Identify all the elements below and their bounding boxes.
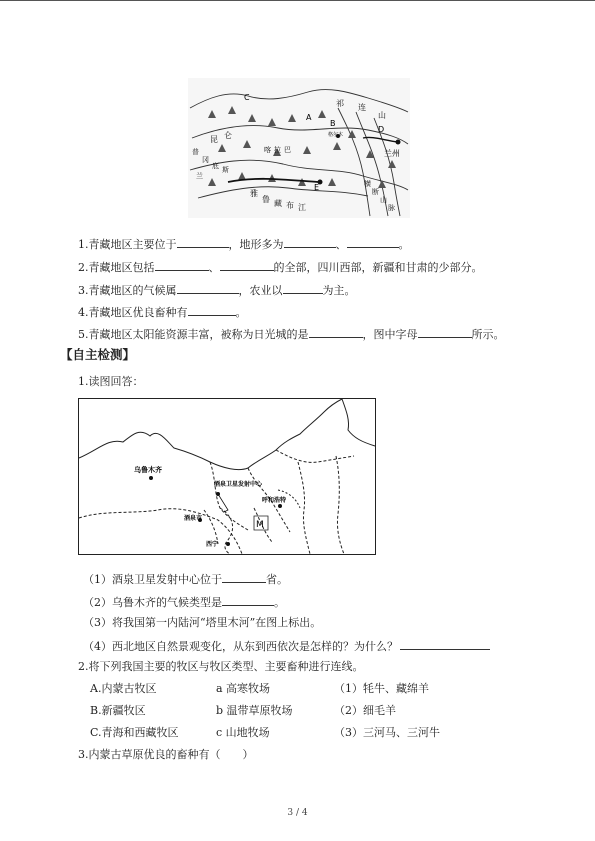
question-1-1: 1.青藏地区主要位于 ，地形多为 、 。 (78, 238, 410, 251)
northwest-china-map (78, 398, 376, 555)
answer-blank[interactable] (155, 259, 209, 271)
q2-row-1-col-3[interactable]: （1）牦牛、藏绵羊 (334, 682, 429, 695)
answer-blank[interactable] (188, 304, 236, 316)
q2-row-2-col-1[interactable]: B.新疆牧区 (90, 704, 146, 717)
map1-label: 连 (358, 103, 366, 112)
q2-row-1-col-2[interactable]: a 高寒牧场 (216, 682, 271, 695)
map1-label: 山 (378, 111, 386, 120)
q2-row-2-col-2[interactable]: b 温带草原牧场 (216, 704, 293, 717)
map1-label: 冈 (202, 156, 209, 164)
map1-letter-e: E (314, 183, 320, 192)
map1-label-geermu: 格尔木 (328, 132, 344, 138)
map2-label-jiuquan-city: 酒泉市 (184, 515, 203, 522)
answer-blank[interactable] (177, 282, 239, 294)
map1-label: 拉 (274, 146, 281, 154)
q2-row-3-col-1[interactable]: C.青海和西藏牧区 (90, 726, 179, 739)
map1-label: 仑 (224, 131, 232, 140)
map1-label: 山 (380, 196, 387, 204)
map1-letter-c: C (244, 93, 250, 102)
answer-blank[interactable] (222, 571, 266, 583)
map1-label: 普 (192, 148, 199, 156)
map1-letter-b: B (330, 119, 336, 128)
sub-question-2: （2）乌鲁木齐的气候类型是 。 (83, 596, 285, 609)
map1-label-lanzhou: 兰州 (384, 149, 400, 158)
qinghai-tibet-map (188, 78, 410, 218)
map1-label: 巴 (284, 146, 291, 154)
map1-label: 断 (372, 188, 379, 196)
q2-row-2-col-3[interactable]: （2）细毛羊 (334, 704, 396, 717)
question-read-map: 1.读图回答： (78, 375, 144, 388)
question-3: 3.内蒙古草原优良的畜种有（ ） (78, 748, 254, 761)
answer-blank[interactable] (284, 236, 336, 248)
answer-blank[interactable] (418, 326, 472, 338)
sub-question-1: （1）酒泉卫星发射中心位于 省。 (83, 573, 288, 586)
map2-label-hohhot: 呼和浩特 (262, 497, 287, 504)
answer-blank[interactable] (283, 282, 323, 294)
section-title: 【自主检测】 (60, 347, 136, 362)
header-rule (0, 0, 595, 1)
map1-label: 横 (364, 180, 371, 188)
map1-label: 祁 (336, 99, 344, 108)
map2-label-m: M (256, 520, 264, 530)
answer-blank[interactable] (177, 236, 229, 248)
answer-blank[interactable] (222, 594, 274, 606)
answer-blank[interactable] (347, 236, 399, 248)
map2-label-xining: 西宁 (206, 541, 219, 548)
q2-row-3-col-2[interactable]: c 山地牧场 (216, 726, 270, 739)
answer-blank[interactable] (400, 638, 490, 650)
map1-label: 鲁 (262, 195, 270, 204)
map1-label: 斯 (222, 166, 229, 174)
map1-label: 脉 (388, 204, 395, 212)
sub-question-4: （4）西北地区自然景观变化，从东到西依次是怎样的？为什么？ (83, 638, 490, 654)
map1-label: 昆 (210, 135, 218, 144)
page-number: 3 / 4 (287, 808, 308, 818)
question-1-2: 2.青藏地区包括 、 的全部，四川西部，新疆和甘肃的少部分。 (78, 261, 483, 274)
map2-label-urumqi: 乌鲁木齐 (134, 466, 162, 474)
answer-blank[interactable] (309, 326, 363, 338)
question-1-4: 4.青藏地区优良畜种有 。 (78, 306, 247, 319)
map1-letter-a: A (306, 113, 312, 122)
sub-question-3: （3）将我国第一内陆河“塔里木河”在图上标出。 (83, 616, 322, 629)
map1-label: 喀 (264, 146, 271, 154)
map1-label: 底 (212, 162, 219, 170)
q2-row-1-col-1[interactable]: A.内蒙古牧区 (90, 682, 157, 695)
map1-letter-d: D (378, 125, 385, 134)
q2-row-3-col-3[interactable]: （3）三河马、三河牛 (334, 726, 440, 739)
map1-label: 兰 (196, 172, 203, 180)
map1-label: 江 (298, 203, 306, 212)
question-1-3: 3.青藏地区的气候属 ，农业以 为主。 (78, 284, 356, 297)
question-2-title: 2.将下列我国主要的牧区与牧区类型、主要畜种进行连线。 (78, 660, 364, 673)
question-1-5: 5.青藏地区太阳能资源丰富，被称为日光城的是 ，图中字母 所示。 (78, 328, 505, 341)
map1-label: 雅 (250, 189, 258, 198)
map1-label: 藏 (274, 199, 282, 208)
map1-label: 布 (286, 201, 294, 210)
answer-blank[interactable] (220, 259, 274, 271)
map2-label-jiuquan-launch-center: 酒泉卫星发射中心 (214, 481, 263, 488)
